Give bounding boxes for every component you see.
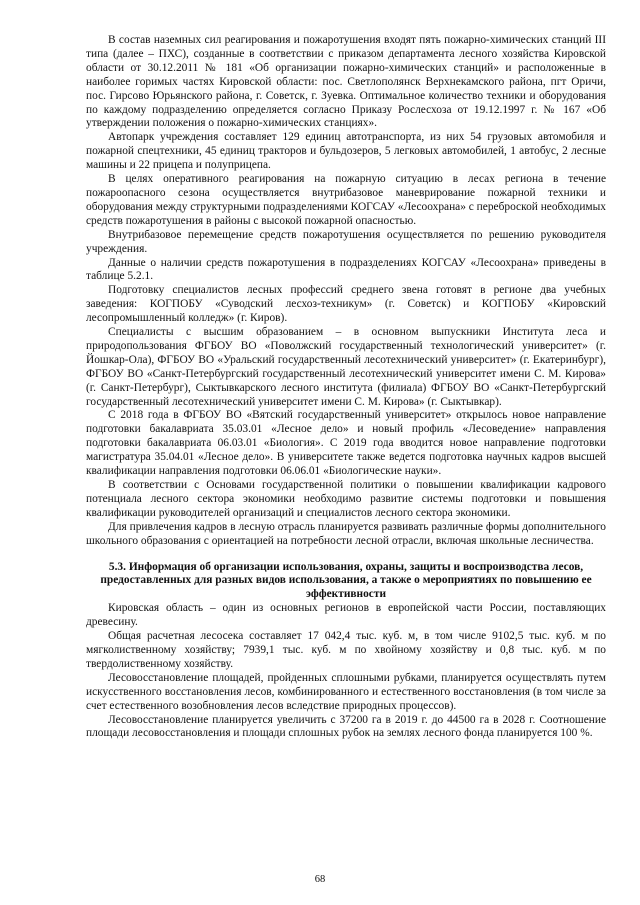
paragraph-table-reference: Данные о наличии средств пожаротушения в подразделениях КОГСАУ «Лесоохрана» приведены в таблице 5.2.1. — [86, 256, 606, 283]
paragraph-higher-education: Специалисты с высшим образованием – в основном выпускники Института леса и природопользования ФГБОУ ВО «Поволжский государственный технологический университет» (г. Йошкар-Ола), ФГБОУ ВО «Уральский государственный лесотехнический университет» (г. Екатеринбург), ФГБОУ ВО «Санкт-Петербургский государственный лесотехнический университет имени С. М. Кирова» (г. Санкт-Петербург), Сыктывкарского лесного института (филиала) ФГБОУ ВО «Санкт-Петербургский государственный лесотехнический университет имени С. М. Кирова» (г. Сыктывкар). — [86, 326, 606, 408]
paragraph-state-policy: В соответствии с Основами государственной политики о повышении квалификации кадрового потенциала лесного сектора экономики необходимо развитие системы подготовки и повышения квалификации руководителей организаций и специалистов лесного сектора экономики. — [86, 479, 606, 519]
paragraph-allowable-cut: Общая расчетная лесосека составляет 17 042,4 тыс. куб. м, в том числе 9102,5 тыс. куб. м по мягколиственному хозяйству; 7939,1 тыс. куб. м по хвойному хозяйству и 0,8 тыс. куб. м по твердолиственному хозяйству. — [86, 630, 606, 670]
paragraph-reforestation-plan: Лесовосстановление планируется увеличить с 37200 га в 2019 г. до 44500 га в 2028 г. Соотношение площади лесовосстановления и площади сплошных рубок на землях лесного фонда планируется 100 %. — [86, 713, 606, 740]
page-number: 68 — [314, 874, 326, 885]
paragraph-vehicle-fleet: Автопарк учреждения составляет 129 единиц автотранспорта, из них 54 грузовых автомобиля и пожарной спецтехники, 45 единиц тракторов и бульдозеров, 5 легковых автомобилей, 1 автобус, 2 лесные машины и 22 прицепа и полуприцепа. — [86, 131, 606, 172]
paragraph-reforestation-methods: Лесовосстановление площадей, пройденных сплошными рубками, планируется осуществлять путем искусственного восстановления лесов, комбинированного и естественного восстановления (в том числе за счет естественного возобновления лесов вследствие природных процессов). — [86, 671, 606, 712]
paragraph-secondary-education: Подготовку специалистов лесных профессий среднего звена готовят в регионе два учебных заведения: КОГПОБУ «Суводский лесхоз-техникум» (г. Советск) и КОГПОБУ «Кировский лесопромышленный колледж» (г. Киров). — [86, 284, 606, 325]
paragraph-vyatka-university: С 2018 года в ФГБОУ ВО «Вятский государственный университет» открылось новое направление подготовки бакалавриата 35.03.01 «Лесное дело» и новый профиль «Лесоведение» направления подготовки бакалавриата 06.03.01 «Биология». С 2019 года вводится новое направление подготовки магистратура 35.04.01 «Лесное дело». В университете также ведется подготовка научных кадров высшей квалификации направления подготовки 06.06.01 «Биологические науки». — [86, 409, 606, 478]
section-heading: 5.3. Информация об организации использования, охраны, защиты и воспроизводства лесов, предоставленных для разных видов использования, а также о мероприятиях по повышению ее эффективности — [100, 560, 592, 601]
page-content — [86, 34, 606, 741]
paragraph-relocation: Внутрибазовое перемещение средств пожаротушения осуществляется по решению руководителя учреждения. — [86, 228, 606, 255]
paragraph-fire-stations: В состав наземных сил реагирования и пожаротушения входят пять пожарно-химических станций III типа (далее – ПХС), созданные в соответствии с приказом департамента лесного хозяйства Кировской области от 30.12.2011 № 181 «Об организации пожарно-химических станций» и расположенные в наиболее горимых частях Кировской области: пос. Светлополянск Верхнекамского района, пгт Оричи, пос. Гирсово Юрьянского района, г. Советск, г. Зуевка. Оптимальное количество техники и оборудования по каждому подразделению определяется согласно Приказу Рослесхоза от 19.12.1997 г. № 167 «Об утверждении положения о пожарно-химических станциях». — [86, 34, 606, 130]
paragraph-school-forestry: Для привлечения кадров в лесную отрасль планируется развивать различные формы дополнительного школьного образования с ориентацией на потребности лесной отрасли, включая школьные лесничества. — [86, 520, 606, 547]
paragraph-timber-region: Кировская область – один из основных регионов в европейской части России, поставляющих древесину. — [86, 602, 606, 629]
paragraph-maneuvering: В целях оперативного реагирования на пожарную ситуацию в лесах региона в течение пожароопасного сезона осуществляется внутрибазовое маневрирование пожарной техники и оборудования между структурными подразделениями КОГСАУ «Лесоохрана» с переброской необходимых средств пожаротушения в районы с высокой пожарной опасностью. — [86, 173, 606, 227]
